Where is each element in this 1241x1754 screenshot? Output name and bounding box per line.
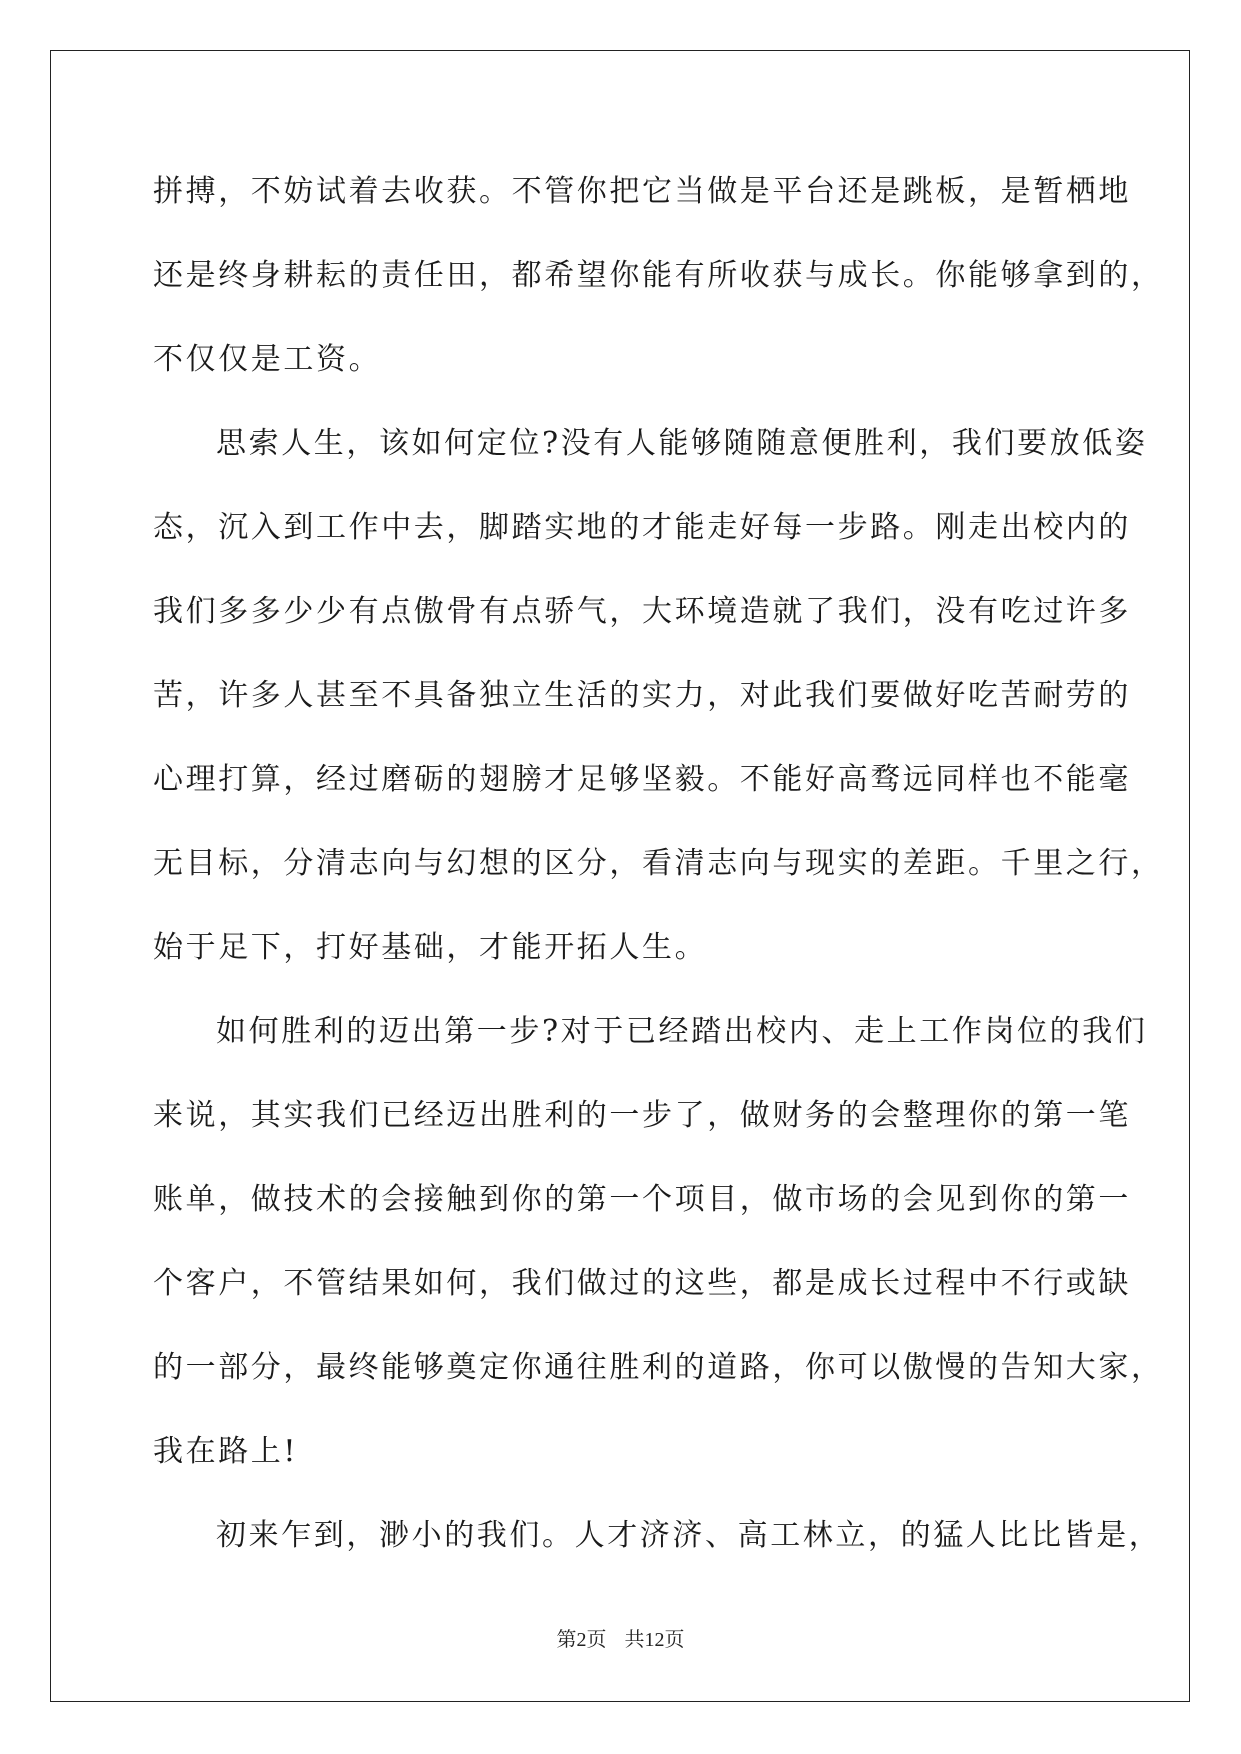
text-line: 思索人生，该如何定位?没有人能够随随意便胜利，我们要放低姿 bbox=[216, 426, 1148, 461]
text-line: 还是终身耕耘的责任田，都希望你能有所收获与成长。你能够拿到的， bbox=[153, 258, 1164, 293]
text-line: 初来乍到，渺小的我们。人才济济、高工林立，的猛人比比皆是， bbox=[216, 1518, 1162, 1553]
text-line: 始于足下，打好基础，才能开拓人生。 bbox=[153, 930, 708, 965]
text-line: 个客户，不管结果如何，我们做过的这些，都是成长过程中不行或缺 bbox=[153, 1266, 1131, 1301]
text-line: 来说，其实我们已经迈出胜利的一步了，做财务的会整理你的第一笔 bbox=[153, 1098, 1131, 1133]
text-line: 账单，做技术的会接触到你的第一个项目，做市场的会见到你的第一 bbox=[153, 1182, 1131, 1217]
text-line: 无目标，分清志向与幻想的区分，看清志向与现实的差距。千里之行， bbox=[153, 846, 1164, 881]
text-line: 的一部分，最终能够奠定你通往胜利的道路，你可以傲慢的告知大家， bbox=[153, 1350, 1164, 1385]
text-line: 如何胜利的迈出第一步?对于已经踏出校内、走上工作岗位的我们 bbox=[216, 1014, 1148, 1049]
text-line: 我在路上! bbox=[153, 1434, 299, 1469]
text-line: 苦，许多人甚至不具备独立生活的实力，对此我们要做好吃苦耐劳的 bbox=[153, 678, 1131, 713]
document-body bbox=[153, 162, 1164, 1590]
text-line: 我们多多少少有点傲骨有点骄气，大环境造就了我们，没有吃过许多 bbox=[153, 594, 1131, 629]
text-line: 拼搏，不妨试着去收获。不管你把它当做是平台还是跳板，是暂栖地 bbox=[153, 174, 1131, 209]
page-number: 第2页 bbox=[556, 1629, 607, 1651]
page-footer bbox=[0, 1623, 1241, 1652]
text-line: 态，沉入到工作中去，脚踏实地的才能走好每一步路。刚走出校内的 bbox=[153, 510, 1131, 545]
text-line: 心理打算，经过磨砺的翅膀才足够坚毅。不能好高骛远同样也不能毫 bbox=[153, 762, 1131, 797]
page-total: 共12页 bbox=[624, 1629, 685, 1651]
text-line: 不仅仅是工资。 bbox=[153, 342, 382, 377]
